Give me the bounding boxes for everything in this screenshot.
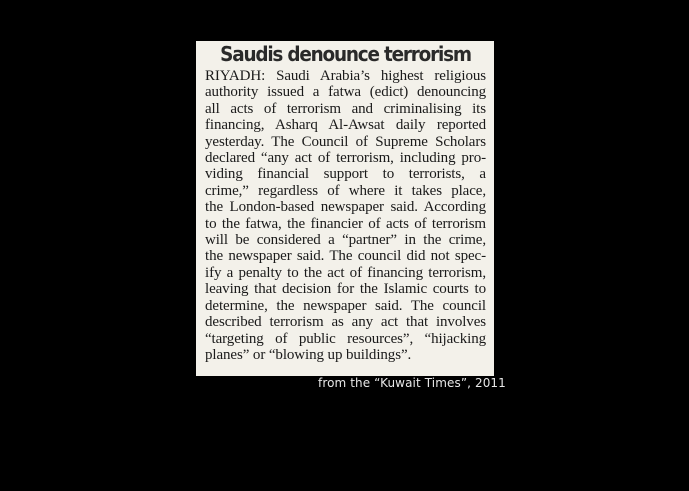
- article-line: will be considered a “partner” in the crime,: [205, 232, 486, 249]
- article-line: determine, the newspaper said. The council: [205, 297, 486, 314]
- article-line: planes” or “blowing up buildings”.: [205, 346, 412, 363]
- article-line: “targeting of public resources”, “hijacking: [205, 330, 486, 347]
- article-line: leaving that decision for the Islamic courts to: [205, 281, 486, 298]
- article-body: [205, 68, 486, 363]
- newspaper-clipping: [196, 41, 494, 376]
- article-line: financing, Asharq Al-Awsat daily reported: [205, 117, 486, 134]
- article-line: all acts of terrorism and criminalising its: [205, 100, 486, 117]
- article-line: yesterday. The Council of Supreme Scholars: [205, 133, 486, 150]
- article-line: viding financial support to terrorists, a: [205, 166, 486, 183]
- article-line: crime,” regardless of where it takes place,: [205, 182, 486, 199]
- article-line: RIYADH: Saudi Arabia’s highest religious: [205, 68, 486, 84]
- article-headline: Saudis denounce terrorism: [220, 42, 471, 66]
- article-line: described terrorism as any act that involves: [205, 314, 486, 331]
- article-line: the newspaper said. The council did not spec-: [205, 248, 486, 265]
- article-line: declared “any act of terrorism, including pro-: [205, 150, 486, 167]
- source-caption: from the “Kuwait Times”, 2011: [318, 376, 506, 390]
- article-line: to the fatwa, the financier of acts of terrorism: [205, 215, 486, 232]
- article-line: the London-based newspaper said. According: [205, 199, 486, 216]
- article-line: ify a penalty to the act of financing terrorism,: [205, 264, 486, 281]
- article-line: authority issued a fatwa (edict) denouncing: [205, 84, 486, 101]
